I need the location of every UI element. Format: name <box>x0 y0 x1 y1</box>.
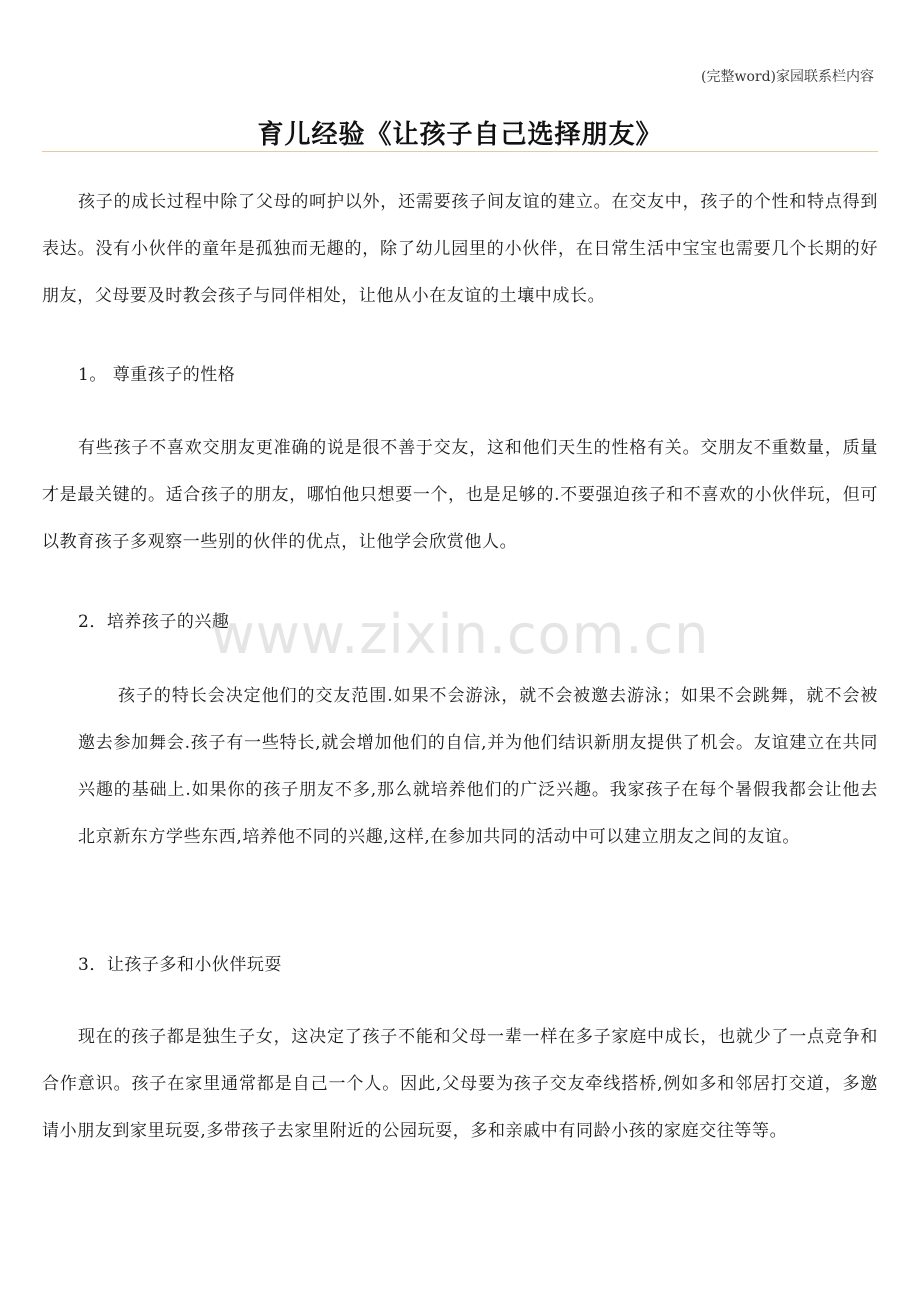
title-divider <box>42 151 878 152</box>
watermark: www.zixin.com.cn <box>210 603 710 666</box>
section-2-body: 孩子的特长会决定他们的交友范围.如果不会游泳，就不会被邀去游泳；如果不会跳舞，就不会被邀去参加舞会.孩子有一些特长,就会增加他们的自信,并为他们结识新朋友提供了机会。友谊建立在共同兴趣的基础上.如果你的孩子朋友不多,那么就培养他们的广泛兴趣。我家孩子在每个暑假我都会让他去北京新东方学些东西,培养他不同的兴趣,这样,在参加共同的活动中可以建立朋友之间的友谊。 <box>78 686 878 847</box>
section-2-heading: 2．培养孩子的兴趣 <box>78 612 230 632</box>
section-1-heading: 1。 尊重孩子的性格 <box>78 365 236 385</box>
header-note: (完整word)家园联系栏内容 <box>701 69 874 85</box>
section-3-heading: 3．让孩子多和小伙伴玩耍 <box>78 955 282 975</box>
section-3-body: 现在的孩子都是独生子女，这决定了孩子不能和父母一辈一样在多子家庭中成长，也就少了一点竞争和合作意识。孩子在家里通常都是自己一个人。因此,父母要为孩子交友牵线搭桥,例如多和邻居打交道，多邀请小朋友到家里玩耍,多带孩子去家里附近的公园玩耍，多和亲戚中有同龄小孩的家庭交往等等。 <box>42 1027 878 1141</box>
section-1-body: 有些孩子不喜欢交朋友更准确的说是很不善于交友，这和他们天生的性格有关。交朋友不重数量，质量才是最关键的。适合孩子的朋友，哪怕他只想要一个，也是足够的.不要强迫孩子和不喜欢的小伙伴玩，但可以教育孩子多观察一些别的伙伴的优点，让他学会欣赏他人。 <box>42 438 878 552</box>
document-title: 育儿经验《让孩子自己选择朋友》 <box>257 120 663 150</box>
intro-paragraph: 孩子的成长过程中除了父母的呵护以外，还需要孩子间友谊的建立。在交友中，孩子的个性和特点得到表达。没有小伙伴的童年是孤独而无趣的，除了幼儿园里的小伙伴，在日常生活中宝宝也需要几个长期的好朋友，父母要及时教会孩子与同伴相处，让他从小在友谊的土壤中成长。 <box>42 192 878 306</box>
